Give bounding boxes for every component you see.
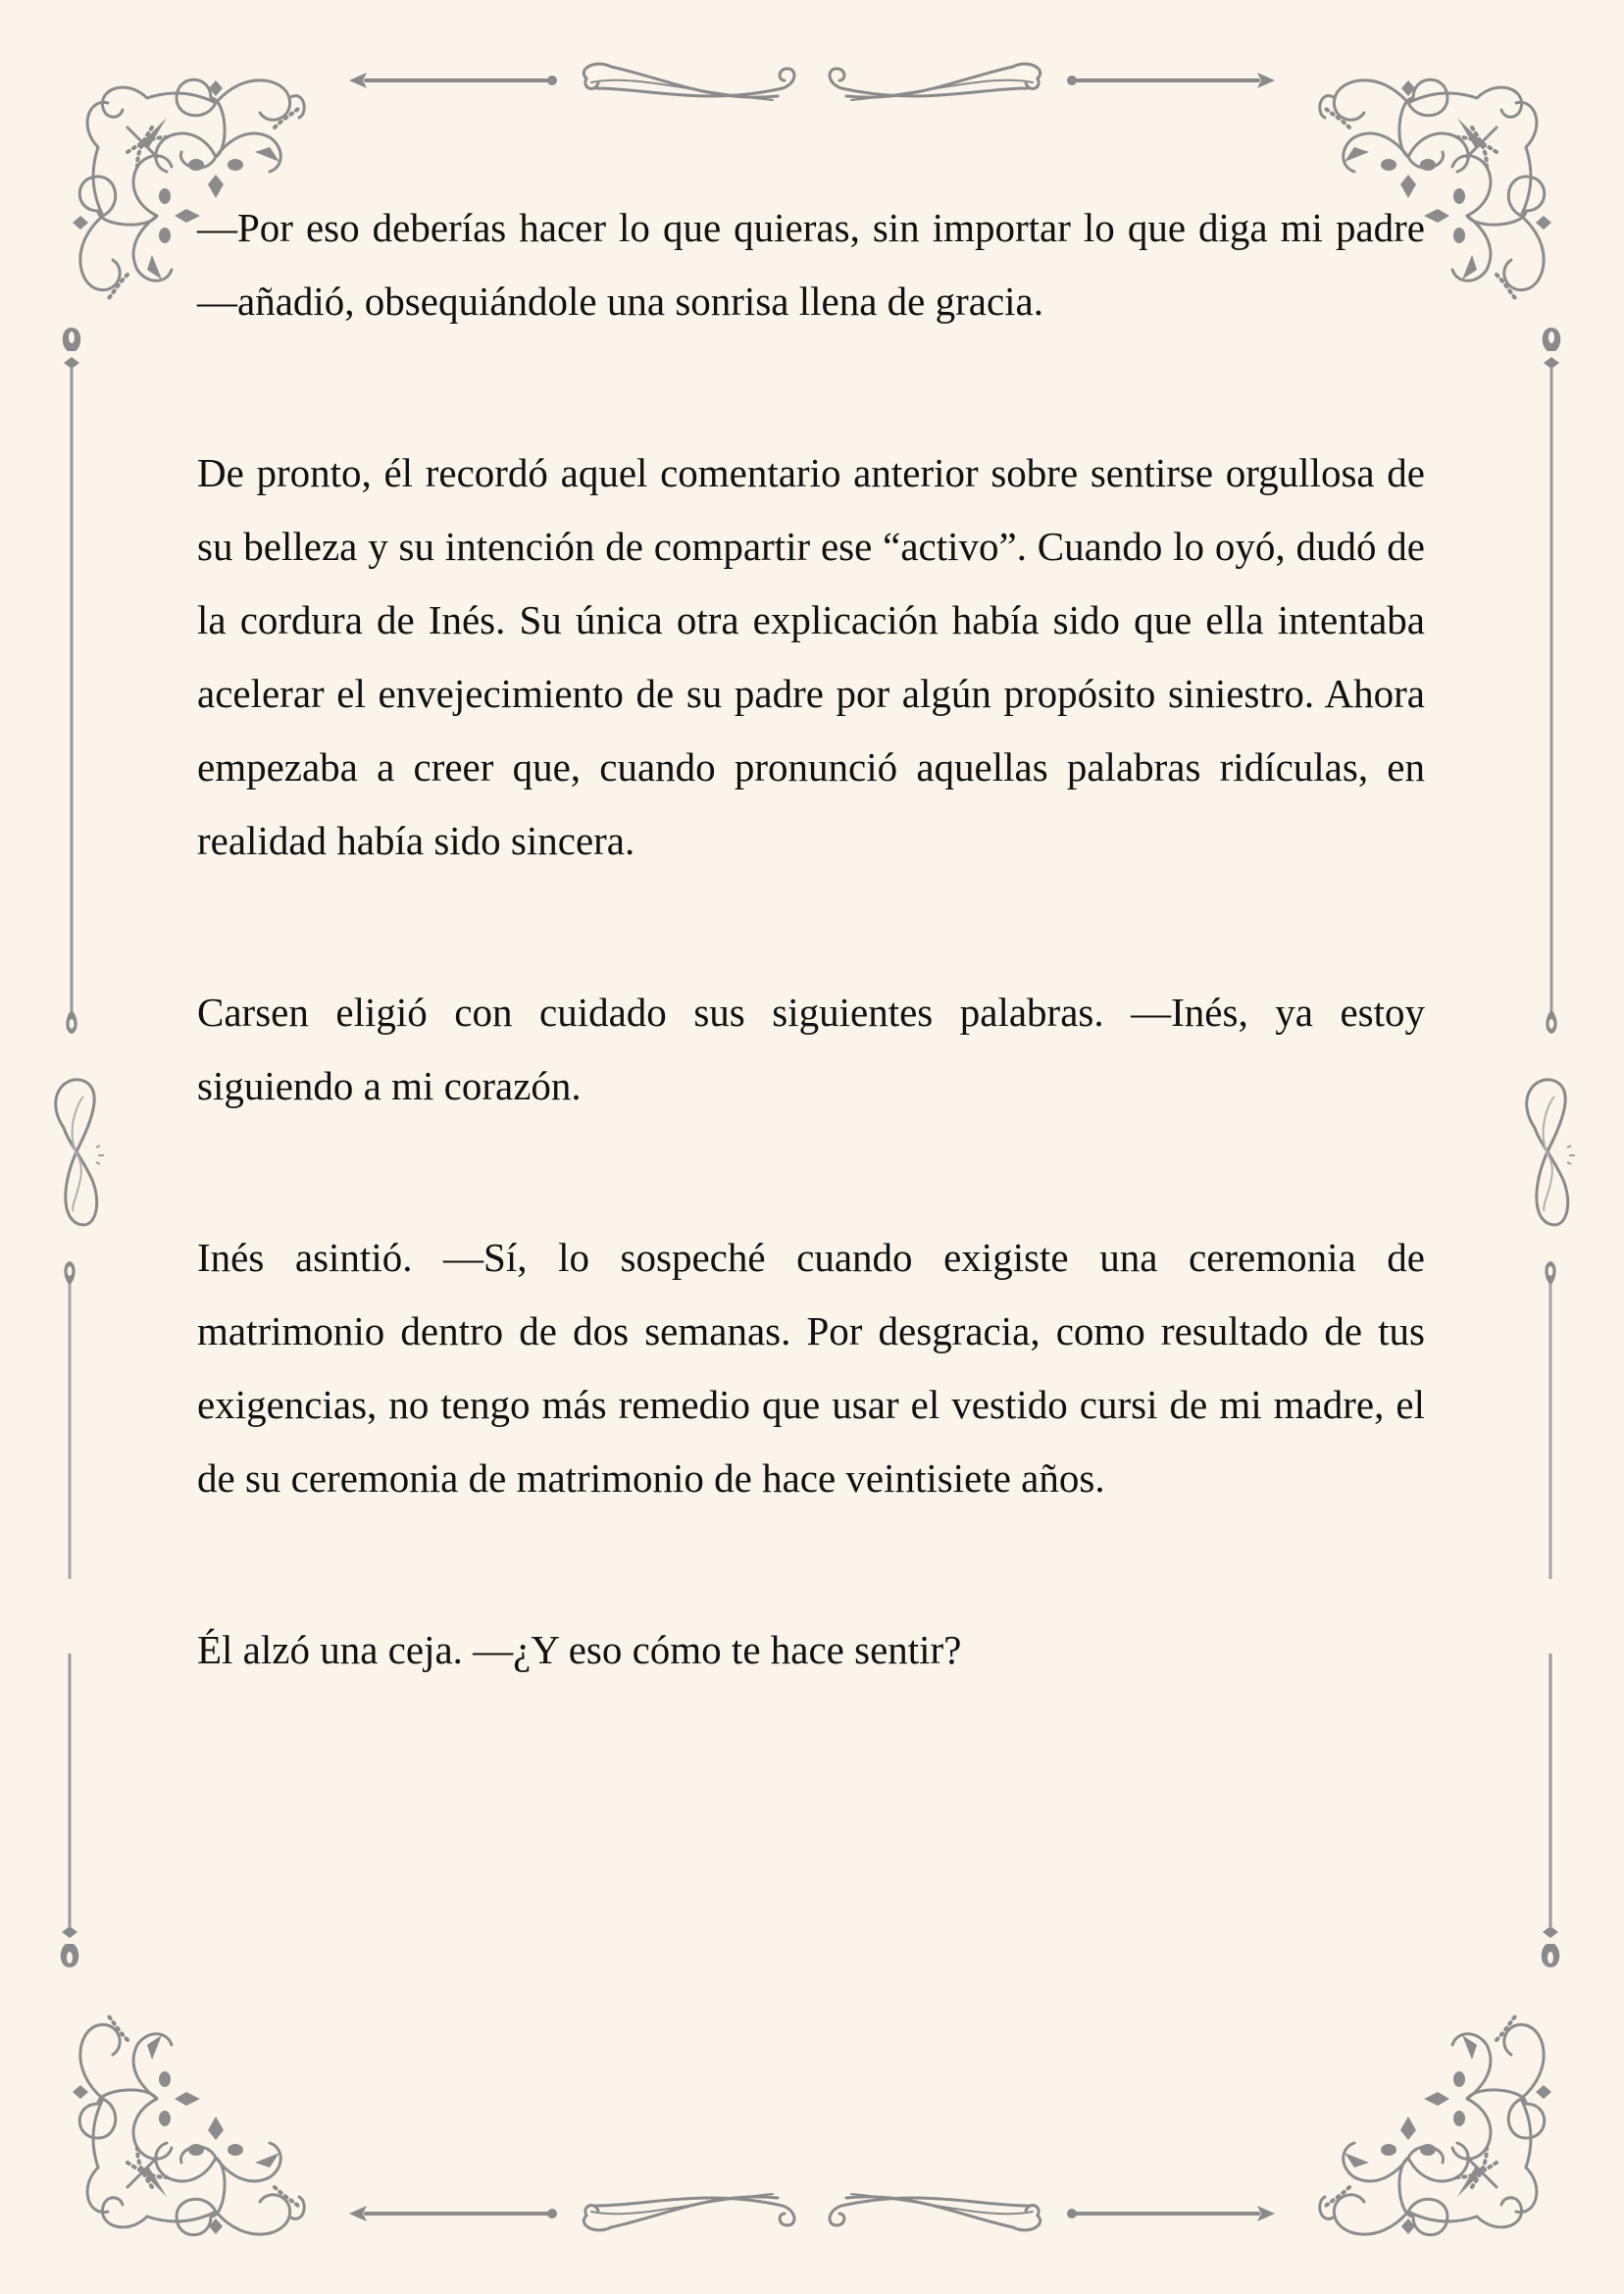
paragraph-3: Carsen eligió con cuidado sus siguientes palabras. —Inés, ya estoy siguiendo a mi corazón.: [197, 990, 1425, 1108]
scroll-divider-bottom-icon: [341, 2182, 1283, 2245]
paragraph-1: —Por eso deberías hacer lo que quieras, sin importar lo que diga mi padre —añadió, obsequiándole una sonrisa llena de gracia.: [197, 205, 1425, 324]
finial-rod-left-lower-icon: [55, 1255, 84, 1971]
paragraph-2: De pronto, él recordó aquel comentario anterior sobre sentirse orgullosa de su belleza y su intención de compartir ese “activo”. Cuando lo oyó, dudó de la cordura de Inés. Su única otra explicación había sido que ella intentaba acelerar el envejecimiento de su padre por algún propósito siniestro. Ahora empezaba a creer que, cuando pronunció aquellas palabras ridículas, en realidad había sido sincera.: [197, 450, 1425, 863]
infinity-knot-left-icon: [49, 1069, 108, 1236]
finial-rod-right-upper-icon: [1537, 324, 1566, 1040]
page-body: [197, 191, 1425, 1785]
paragraph-5: Él alzó una ceja. —¿Y eso cómo te hace sentir?: [197, 1627, 962, 1672]
finial-rod-right-lower-icon: [1536, 1255, 1565, 1971]
finial-rod-left-upper-icon: [57, 324, 86, 1040]
paragraph-4: Inés asintió. —Sí, lo sospeché cuando exigiste una ceremonia de matrimonio dentro de dos semanas. Por desgracia, como resultado de tus exigencias, no tengo más remedio que usar el vestido cursi de mi madre, el de su ceremonia de matrimonio de hace veintisiete años.: [197, 1235, 1425, 1501]
infinity-knot-right-icon: [1520, 1069, 1579, 1236]
corner-flourish-bottom-right-icon: [1310, 2001, 1565, 2256]
corner-flourish-bottom-left-icon: [59, 2001, 314, 2256]
scroll-divider-top-icon: [341, 49, 1283, 112]
